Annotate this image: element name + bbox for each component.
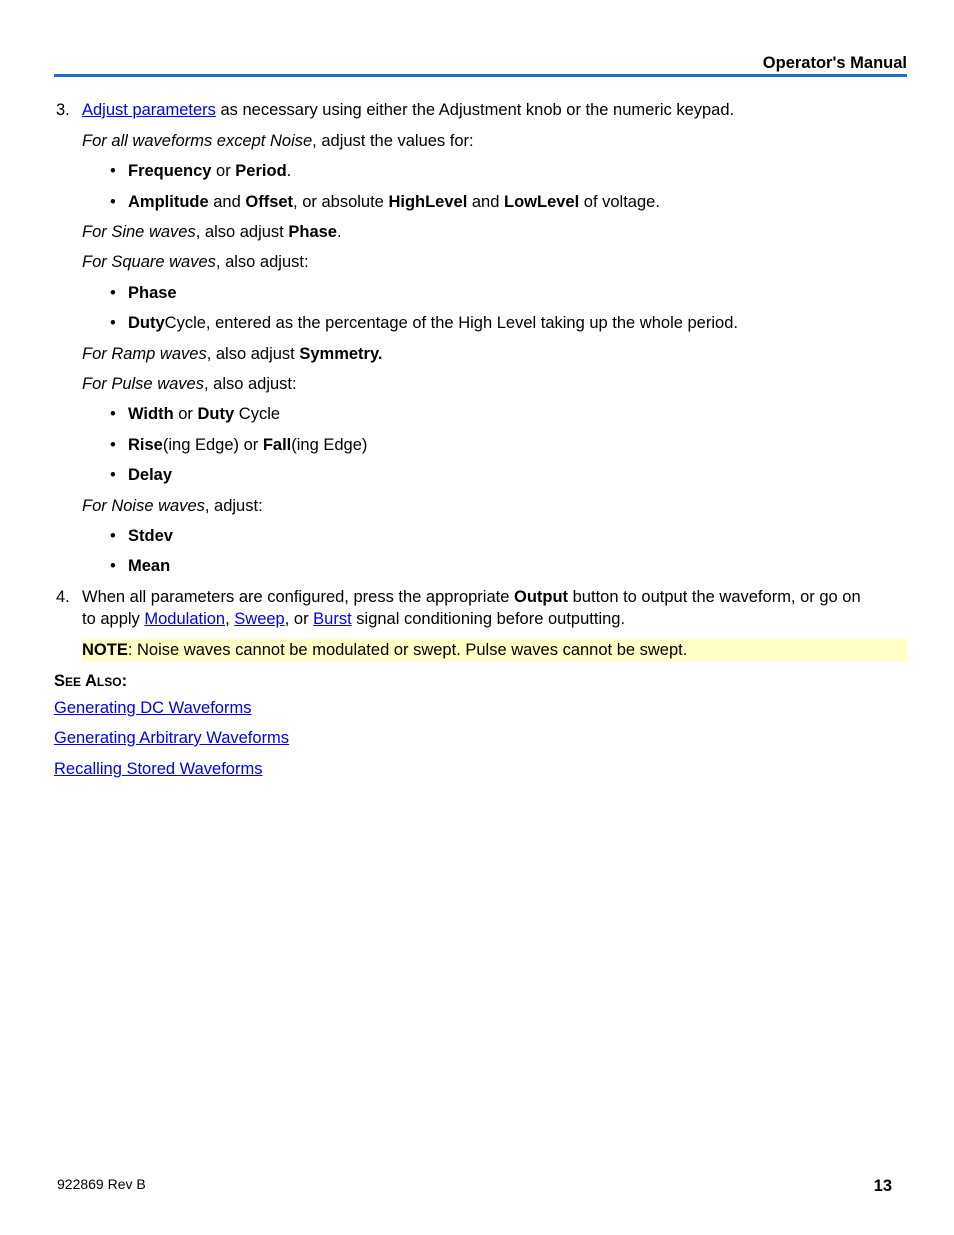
- burst-link[interactable]: Burst: [313, 610, 352, 628]
- generating-arbitrary-waveforms-link[interactable]: Generating Arbitrary Waveforms: [54, 729, 290, 747]
- text: , adjust:: [204, 497, 263, 515]
- text: ,: [225, 610, 235, 628]
- mean-term: Mean: [128, 557, 171, 575]
- note-text: : Noise waves cannot be modulated or swept. Pulse waves cannot be swept.: [127, 641, 688, 659]
- adjust-parameters-link[interactable]: Adjust parameters: [82, 101, 216, 119]
- list-item: [110, 555, 170, 577]
- sweep-link[interactable]: Sweep: [234, 610, 285, 628]
- see-also-item: [54, 727, 289, 749]
- text: signal conditioning before outputting.: [351, 610, 626, 628]
- text: button to output the waveform, or go on: [568, 588, 861, 606]
- bullet-icon: •: [110, 284, 116, 302]
- offset-term: Offset: [245, 193, 294, 211]
- list-item: [110, 434, 367, 456]
- page-header-title: Operator's Manual: [762, 54, 907, 72]
- sine-label: For Sine waves: [82, 223, 196, 241]
- text: Cycle: [234, 405, 281, 423]
- see-also-item: [54, 758, 262, 780]
- text: to apply: [82, 610, 145, 628]
- text: When all parameters are configured, press the appropriate: [82, 588, 514, 606]
- header-divider: [54, 74, 907, 77]
- square-label: For Square waves: [82, 253, 216, 271]
- rise-term: Rise: [128, 436, 163, 454]
- list-item: [110, 403, 280, 425]
- text: .: [286, 162, 292, 180]
- text: , or: [284, 610, 314, 628]
- phase-term: Phase: [288, 223, 337, 241]
- text: or: [173, 405, 198, 423]
- period-term: Period: [235, 162, 287, 180]
- modulation-link[interactable]: Modulation: [144, 610, 226, 628]
- all-waveforms-line: [82, 130, 474, 152]
- text: , also adjust:: [203, 375, 297, 393]
- sine-line: [82, 221, 342, 243]
- footer-doc-id: 922869 Rev B: [57, 1176, 146, 1192]
- list-item: [110, 191, 660, 213]
- symmetry-term: Symmetry.: [299, 345, 383, 363]
- step-4-number: 4.: [56, 588, 70, 606]
- text: , also adjust: [195, 223, 289, 241]
- bullet-icon: •: [110, 162, 116, 180]
- list-item: [110, 160, 291, 182]
- bullet-icon: •: [110, 405, 116, 423]
- noise-label: For Noise waves: [82, 497, 205, 515]
- stdev-term: Stdev: [128, 527, 173, 545]
- pulse-label: For Pulse waves: [82, 375, 204, 393]
- bullet-icon: •: [110, 557, 116, 575]
- recalling-stored-waveforms-link[interactable]: Recalling Stored Waveforms: [54, 760, 263, 778]
- bullet-icon: •: [110, 314, 116, 332]
- output-term: Output: [513, 588, 569, 606]
- noise-line: [82, 495, 263, 517]
- page-number: 13: [873, 1177, 892, 1195]
- list-item: [110, 312, 738, 334]
- step-4-line-2: [82, 608, 625, 630]
- see-also-item: [54, 697, 251, 719]
- note-label: NOTE: [82, 641, 128, 659]
- highlevel-term: HighLevel: [388, 193, 468, 211]
- all-waveforms-label: For all waveforms except Noise: [82, 132, 313, 150]
- list-item: [110, 525, 173, 547]
- lowlevel-term: LowLevel: [504, 193, 580, 211]
- width-term: Width: [128, 405, 174, 423]
- all-waveforms-text: , adjust the values for:: [312, 132, 474, 150]
- phase-term: Phase: [128, 284, 177, 302]
- step-3-text: as necessary using either the Adjustment knob or the numeric keypad.: [215, 101, 735, 119]
- frequency-term: Frequency: [128, 162, 212, 180]
- text: and: [208, 193, 246, 211]
- square-line: [82, 251, 309, 273]
- see-also-heading: See Also:: [54, 672, 128, 690]
- pulse-line: [82, 373, 297, 395]
- text: , also adjust:: [215, 253, 309, 271]
- fall-term: Fall: [262, 436, 292, 454]
- text: or: [211, 162, 236, 180]
- list-item: [110, 464, 172, 486]
- ramp-line: [82, 343, 383, 365]
- text: .: [336, 223, 342, 241]
- step-3-line: [82, 99, 734, 121]
- step-4-line-1: [82, 586, 861, 608]
- text: of voltage.: [579, 193, 660, 211]
- duty-term: Duty: [128, 314, 165, 332]
- delay-term: Delay: [128, 466, 173, 484]
- step-3-number: 3.: [56, 101, 70, 119]
- text: Cycle, entered as the percentage of the High Level taking up the whole period.: [164, 314, 738, 332]
- note-box: [82, 639, 907, 661]
- bullet-icon: •: [110, 193, 116, 211]
- ramp-label: For Ramp waves: [82, 345, 207, 363]
- bullet-icon: •: [110, 466, 116, 484]
- bullet-icon: •: [110, 436, 116, 454]
- bullet-icon: •: [110, 527, 116, 545]
- generating-dc-waveforms-link[interactable]: Generating DC Waveforms: [54, 699, 252, 717]
- list-item: [110, 282, 177, 304]
- text: and: [467, 193, 504, 211]
- amplitude-term: Amplitude: [128, 193, 209, 211]
- text: , also adjust: [206, 345, 300, 363]
- text: (ing Edge) or: [162, 436, 263, 454]
- text: , or absolute: [293, 193, 389, 211]
- text: (ing Edge): [291, 436, 368, 454]
- duty-term: Duty: [197, 405, 235, 423]
